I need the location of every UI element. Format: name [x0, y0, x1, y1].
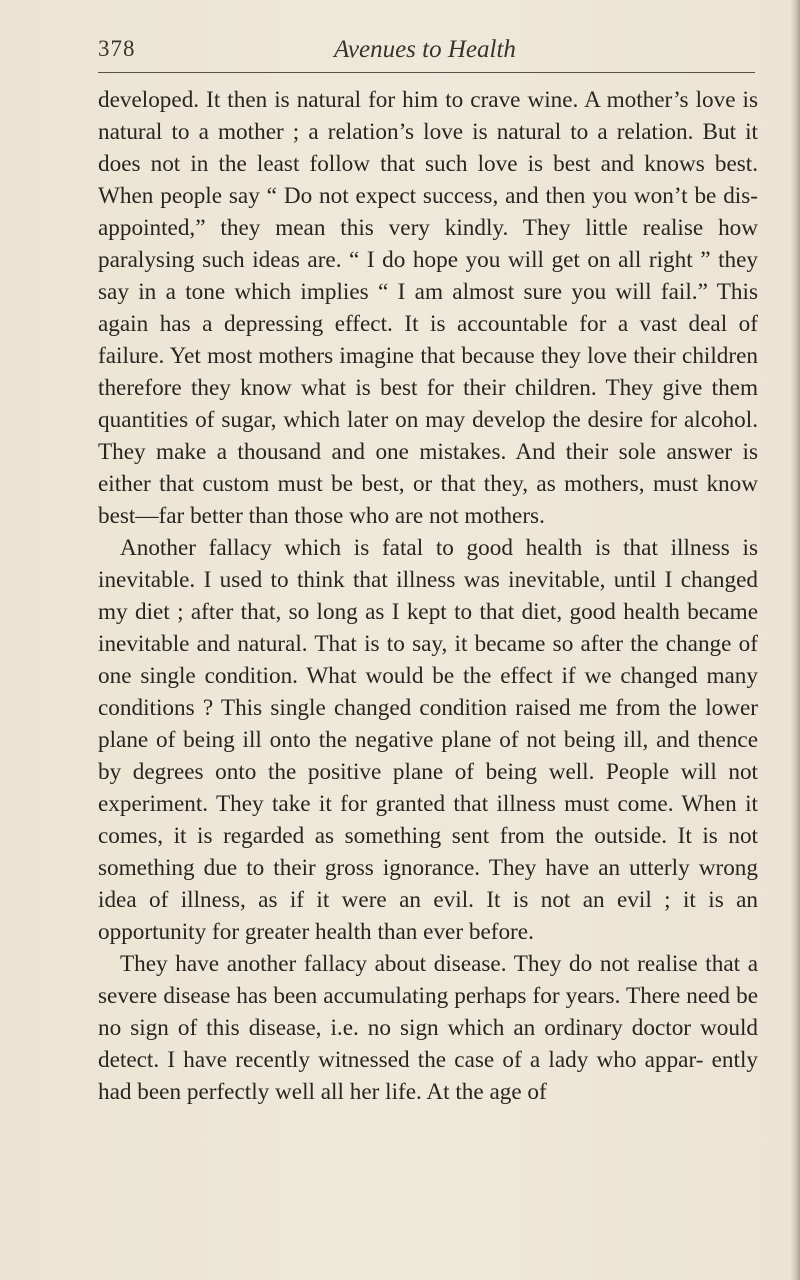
page-number: 378: [98, 36, 136, 61]
page-header: [0, 36, 800, 72]
page-edge-shadow: [790, 0, 800, 1280]
paragraph-2: Another fallacy which is fatal to good health is that illness is inevitable. I used to think that illness was inevitable, until I changed my diet ; after that, so long as I kept to that diet, good health became inevitable and natural. That is to say, it became so after the change of one single condition. What would be the effect if we changed many conditions ? This single changed condition raised me from the lower plane of being ill onto the negative plane of not being ill, and thence by degrees onto the positive plane of being well. People will not experiment. They take it for granted that illness must come. When it comes, it is regarded as something sent from the outside. It is not something due to their gross ignorance. They have an utterly wrong idea of illness, as if it were an evil. It is not an evil ; it is an opportunity for greater health than ever before.: [98, 535, 758, 945]
body-text: [98, 84, 758, 1108]
running-title: Avenues to Health: [334, 36, 516, 63]
header-rule: [98, 72, 755, 73]
paragraph-1: developed. It then is natural for him to crave wine. A mother’s love is natural to a mother ; a relation’s love is natural to a relation. But it does not in the least follow that such love is best and knows best. When people say “ Do not expect success, and then you won’t be dis- appointed,” they mean this very kindly. They little realise how paralysing such ideas are. “ I do hope you will get on all right ” they say in a tone which implies “ I am almost sure you will fail.” This again has a depressing effect. It is accountable for a vast deal of failure. Yet most mothers imagine that because they love their children therefore they know what is best for their children. They give them quantities of sugar, which later on may develop the desire for alcohol. They make a thousand and one mistakes. And their sole answer is either that custom must be best, or that they, as mothers, must know best—far better than those who are not mothers.: [98, 87, 758, 529]
paragraph-3: They have another fallacy about disease. They do not realise that a severe disease has been accumulating perhaps for years. There need be no sign of this disease, i.e. no sign which an ordinary doctor would detect. I have recently witnessed the case of a lady who appar- ently had been perfectly well all her life. At the age of: [98, 951, 758, 1105]
